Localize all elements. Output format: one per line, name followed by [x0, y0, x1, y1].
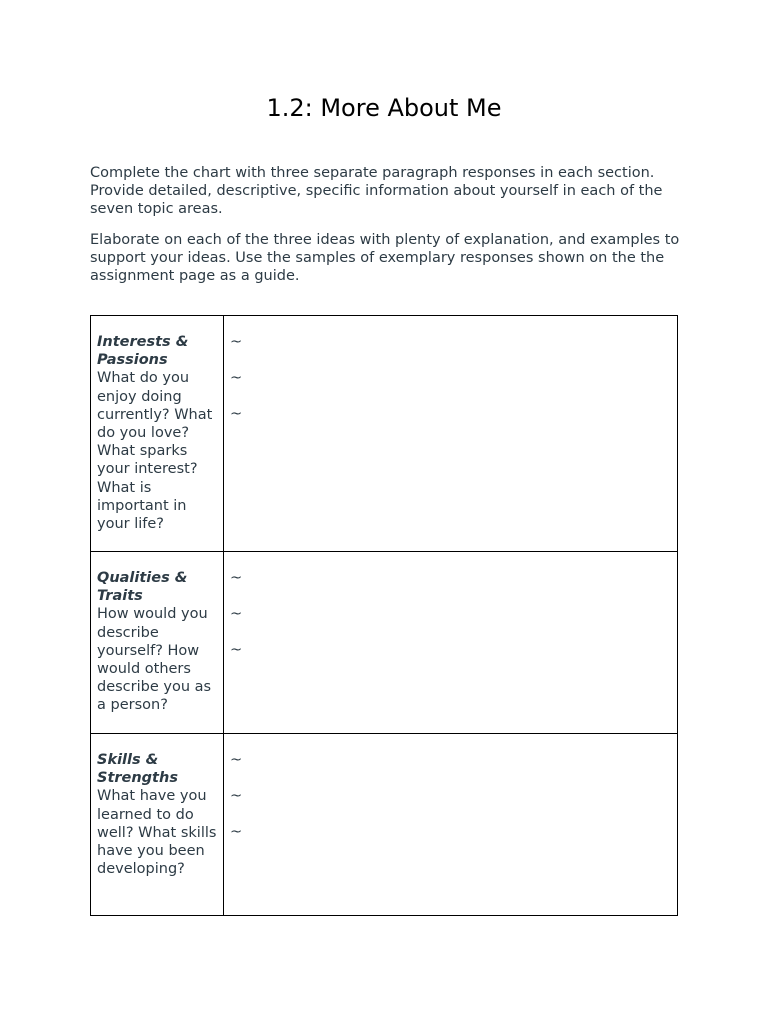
table-row	[91, 734, 678, 916]
topic-question: What do you enjoy doing currently? What do you love? What sparks your interest? What is important in your life?	[97, 370, 213, 533]
response-placeholder[interactable]: ~	[230, 752, 243, 768]
table-row	[91, 552, 678, 734]
instruction-paragraph: Complete the chart with three separate paragraph responses in each section. Provide detailed, descriptive, specific information about yourself in each of the seven topic areas.	[90, 165, 663, 218]
response-cell[interactable]	[224, 734, 678, 916]
topic-prompt-cell	[91, 734, 224, 916]
topic-title: Interests & Passions	[97, 334, 189, 369]
response-placeholder[interactable]: ~	[230, 824, 243, 841]
page-title: 1.2: More About Me	[266, 94, 502, 122]
response-cell[interactable]	[224, 316, 678, 552]
response-placeholder[interactable]: ~	[230, 334, 243, 350]
response-placeholder[interactable]: ~	[230, 370, 243, 387]
response-placeholder[interactable]: ~	[230, 406, 243, 423]
instructions	[90, 164, 685, 297]
table-row	[91, 316, 678, 552]
topic-title: Skills & Strengths	[97, 752, 178, 787]
response-placeholder[interactable]: ~	[230, 570, 243, 586]
about-me-chart	[90, 315, 678, 916]
response-placeholder[interactable]: ~	[230, 788, 243, 805]
topic-prompt-cell	[91, 316, 224, 552]
response-placeholder[interactable]: ~	[230, 642, 243, 659]
topic-question: What have you learned to do well? What skills have you been developing?	[97, 788, 217, 878]
topic-prompt-cell	[91, 552, 224, 734]
instruction-paragraph: Elaborate on each of the three ideas with plenty of explanation, and examples to support your ideas. Use the samples of exemplary responses shown on the the assignment page as a guide.	[90, 231, 680, 285]
response-cell[interactable]	[224, 552, 678, 734]
response-placeholder[interactable]: ~	[230, 606, 243, 623]
topic-title: Qualities & Traits	[97, 570, 188, 605]
topic-question: How would you describe yourself? How would others describe you as a person?	[97, 606, 212, 714]
